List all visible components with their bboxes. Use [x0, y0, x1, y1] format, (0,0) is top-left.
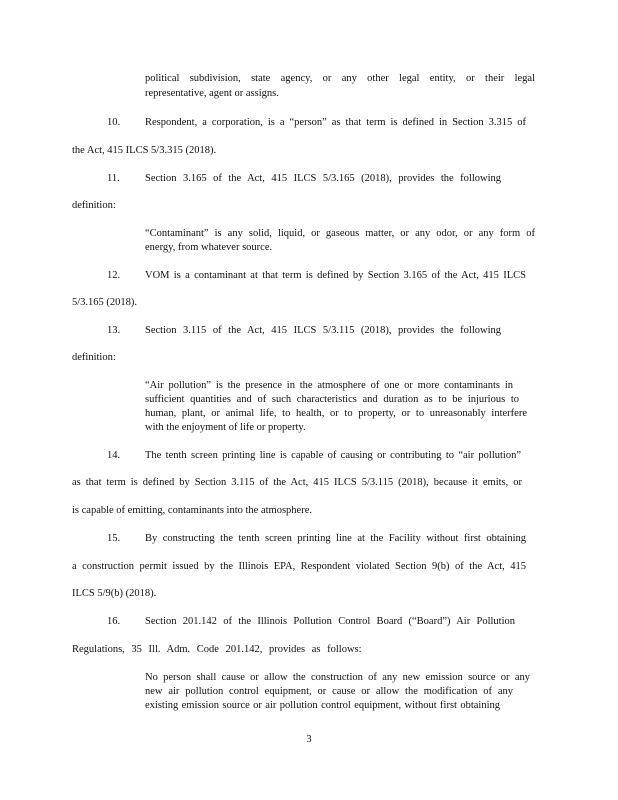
paragraph-text: ILCS 5/9(b) (2018). — [72, 588, 157, 599]
paragraph-number: 12. — [107, 270, 121, 281]
paragraph-text: Section 201.142 of the Illinois Pollution Control Board (“Board”) Air Pollution — [145, 616, 515, 627]
quote-line: “Contaminant” is any solid, liquid, or gaseous matter, or any odor, or any form of — [145, 228, 535, 239]
paragraph-text: definition: — [72, 352, 116, 363]
paragraph-text: definition: — [72, 200, 116, 211]
paragraph-text: Respondent, a corporation, is a “person” as that term is defined in Section 3.315 of — [145, 117, 526, 128]
quote-line: with the enjoyment of life or property. — [145, 422, 306, 433]
paragraph-text: Section 3.165 of the Act, 415 ILCS 5/3.165 (2018), provides the following — [145, 173, 501, 184]
paragraph-number: 13. — [107, 325, 121, 336]
paragraph-number: 11. — [107, 173, 120, 184]
quote-line: energy, from whatever source. — [145, 242, 273, 253]
quote-line: new air pollution control equipment, or cause or allow the modification of any — [145, 686, 513, 697]
quote-line: existing emission source or air pollution control equipment, without first obtaining — [145, 700, 500, 711]
paragraph-number: 10. — [107, 117, 121, 128]
paragraph-text: Section 3.115 of the Act, 415 ILCS 5/3.115 (2018), provides the following — [145, 325, 501, 336]
paragraph-text: is capable of emitting, contaminants into the atmosphere. — [72, 505, 312, 516]
paragraph-number: 15. — [107, 533, 121, 544]
paragraph-text: By constructing the tenth screen printing line at the Facility without first obtaining — [145, 533, 526, 544]
quote-line: human, plant, or animal life, to health, or to property, or to unreasonably interfere — [145, 408, 527, 419]
paragraph-text: The tenth screen printing line is capable of causing or contributing to “air pollution” — [145, 450, 521, 461]
paragraph-text: a construction permit issued by the Illinois EPA, Respondent violated Section 9(b) of the Act, 415 — [72, 561, 526, 572]
quote-line: No person shall cause or allow the construction of any new emission source or any — [145, 672, 530, 683]
page-number: 3 — [306, 734, 312, 745]
paragraph-text: the Act, 415 ILCS 5/3.315 (2018). — [72, 145, 217, 156]
paragraph-text: Regulations, 35 Ill. Adm. Code 201.142, provides as follows: — [72, 644, 362, 655]
quote-line: representative, agent or assigns. — [145, 88, 279, 99]
paragraph-number: 16. — [107, 616, 121, 627]
quote-line: political subdivision, state agency, or any other legal entity, or their legal — [145, 73, 535, 84]
paragraph-text: as that term is defined by Section 3.115 of the Act, 415 ILCS 5/3.115 (2018), because it emits, or — [72, 477, 522, 488]
paragraph-text: 5/3.165 (2018). — [72, 297, 138, 308]
quote-line: sufficient quantities and of such characteristics and duration as to be injurious to — [145, 394, 519, 405]
paragraph-number: 14. — [107, 450, 121, 461]
quote-line: “Air pollution” is the presence in the atmosphere of one or more contaminants in — [145, 380, 513, 391]
paragraph-text: VOM is a contaminant at that term is defined by Section 3.165 of the Act, 415 ILCS — [145, 270, 526, 281]
